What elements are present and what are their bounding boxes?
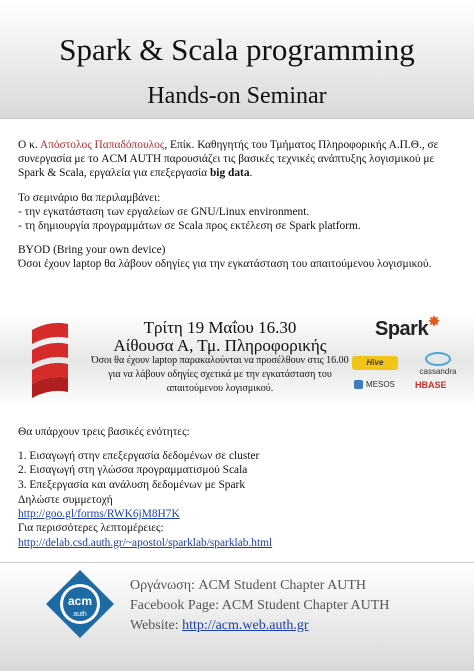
page-subtitle: Hands-on Seminar bbox=[147, 83, 327, 109]
units-list bbox=[18, 449, 458, 492]
mesos-logo-label: MESOS bbox=[366, 380, 395, 389]
register-label: Δηλώστε συμμετοχή bbox=[18, 494, 113, 506]
website-label: Website: bbox=[130, 618, 183, 633]
spark-logo-label: Spark bbox=[375, 318, 429, 340]
topic-item: - την εγκατάσταση των εργαλείων σε GNU/Linux environment. bbox=[18, 205, 310, 218]
intro-end: . bbox=[249, 167, 253, 180]
info-link[interactable]: http://delab.csd.auth.gr/~apostol/sparklab/sparklab.html bbox=[18, 536, 273, 549]
event-note: Όσοι θα έχουν laptop παρακαλούνται να προσέλθουν στις 16.00 για να λάβουν οδηγίες σχετικά με την εγκατάσταση του απαιτούμενου λογισμικού. bbox=[91, 355, 349, 394]
mesos-logo-icon bbox=[354, 380, 395, 389]
intro-section bbox=[18, 138, 458, 282]
cassandra-logo-icon bbox=[418, 352, 458, 376]
byod-text: Όσοι έχουν laptop θα λάβουν οδηγίες για την εγκατάσταση του απαιτούμενου λογισμικού. bbox=[18, 258, 432, 271]
topics-heading: Το σεμινάριο θα περιλαμβάνει: bbox=[18, 191, 161, 204]
list-item: 1. Εισαγωγή στην επεξεργασία δεδομένων σε cluster bbox=[18, 450, 260, 463]
links-section bbox=[18, 493, 458, 550]
byod-heading: BYOD (Bring your own device) bbox=[18, 244, 166, 257]
info-label: Για περισσότερες λεπτομέρειες: bbox=[18, 522, 164, 535]
register-link[interactable]: http://goo.gl/forms/RWK6jM8H7K bbox=[18, 508, 180, 521]
website-link[interactable]: http://acm.web.auth.gr bbox=[182, 618, 309, 633]
intro-prefix: Ο κ. bbox=[18, 139, 40, 151]
eye-icon bbox=[425, 352, 451, 366]
mesos-mark-icon bbox=[354, 380, 363, 389]
hbase-logo-icon bbox=[415, 380, 447, 390]
page-title: Spark & Scala programming bbox=[59, 32, 415, 67]
hive-logo-icon bbox=[352, 356, 398, 370]
facebook-line: Facebook Page: ACM Student Chapter AUTH bbox=[130, 598, 390, 613]
event-place: Αίθουσα Α, Τμ. Πληροφορικής bbox=[113, 336, 327, 355]
units-section bbox=[18, 425, 458, 492]
auth-logo-text: auth bbox=[73, 611, 87, 618]
organizer-line: Οργάνωση: ACM Student Chapter AUTH bbox=[130, 578, 367, 593]
acm-logo-text: acm bbox=[67, 594, 93, 608]
website-line bbox=[130, 618, 309, 634]
scala-logo-icon bbox=[30, 318, 70, 402]
intro-text: , Επίκ. Καθηγητής του Τμήματος Πληροφορικής Α.Π.Θ., σε συνεργασία με το ACM AUTH παρουσιάζει τις βασικές τεχνικές ανάπτυξης λογισμικού με Spark & Scala, εργαλεία για επεξεργασία bbox=[18, 139, 439, 180]
hbase-logo-label: HBASE bbox=[415, 380, 447, 390]
spark-logo-icon: Spark✸ bbox=[375, 313, 440, 340]
list-item: 2. Εισαγωγή στη γλώσσα προγραμματισμού Scala bbox=[18, 464, 248, 477]
speaker-name[interactable]: Απόστολος Παπαδόπουλος bbox=[39, 139, 165, 151]
topic-item: - τη δημιουργία προγραμμάτων σε Scala προς εκτέλεση σε Spark platform. bbox=[18, 220, 361, 233]
list-item: 3. Επεξεργασία και ανάλυση δεδομένων με Spark bbox=[18, 478, 246, 491]
acm-auth-logo-icon bbox=[44, 568, 116, 640]
byod-block bbox=[18, 243, 458, 271]
intro-paragraph bbox=[18, 138, 458, 181]
intro-bold: big data bbox=[209, 167, 250, 180]
header bbox=[0, 0, 474, 119]
units-heading: Θα υπάρχουν τρεις βασικές ενότητες: bbox=[18, 426, 190, 438]
event-date: Τρίτη 19 Μαΐου 16.30 bbox=[143, 318, 297, 337]
hive-logo-label: Hive bbox=[366, 358, 384, 367]
cassandra-logo-label: cassandra bbox=[419, 367, 457, 376]
topics-block bbox=[18, 191, 458, 234]
